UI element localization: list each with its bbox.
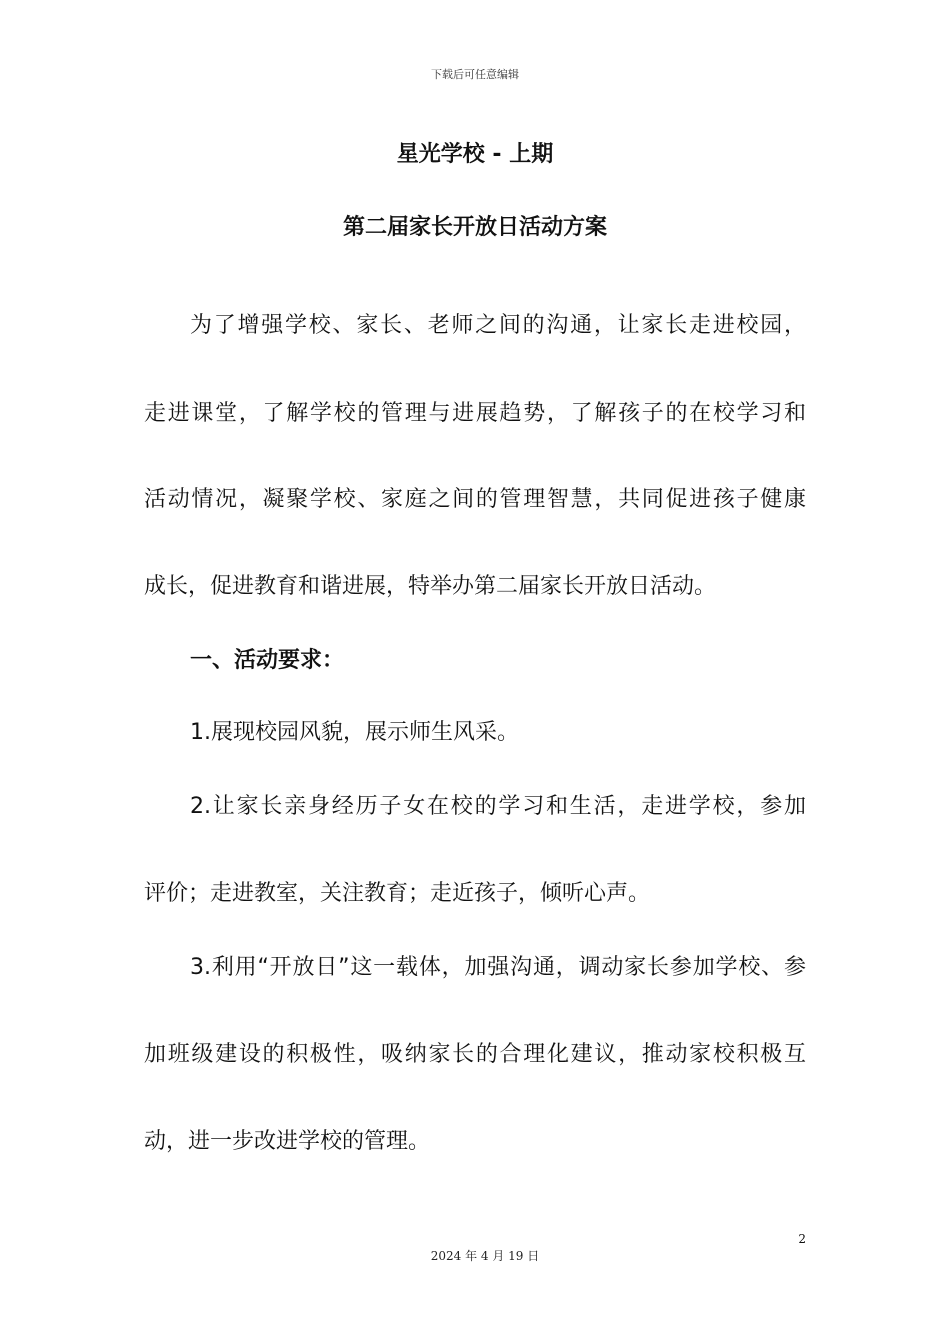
page-number: 2 [798,1232,806,1246]
paragraph-line: 走进课堂，了解学校的管理与进展趋势，了解孩子的在校学习和 [144,401,806,426]
list-item-continuation: 评价；走进教室，关注教育；走近孩子，倾听心声。 [144,881,651,906]
document-title: 星光学校 - 上期 [396,142,554,167]
document-subtitle: 第二届家长开放日活动方案 [342,215,607,240]
list-item: 1.展现校园风貌，展示师生风采。 [190,720,519,745]
header-note: 下载后可任意编辑 [431,68,519,81]
list-item: 2.让家长亲身经历子女在校的学习和生活，走进学校，参加 [190,794,806,819]
footer-date: 2024 年 4 月 19 日 [430,1249,540,1263]
list-item-continuation: 加班级建设的积极性，吸纳家长的合理化建议，推动家校积极互 [144,1042,806,1067]
paragraph-line: 活动情况，凝聚学校、家庭之间的管理智慧，共同促进孩子健康 [144,487,806,512]
list-item-continuation: 动，进一步改进学校的管理。 [144,1129,431,1154]
paragraph-line: 成长，促进教育和谐进展，特举办第二届家长开放日活动。 [144,574,717,599]
paragraph-line: 为了增强学校、家长、老师之间的沟通，让家长走进校园， [190,313,806,338]
list-item: 3.利用“开放日”这一载体，加强沟通，调动家长参加学校、参 [190,955,806,980]
section-heading: 一、活动要求： [190,648,345,673]
